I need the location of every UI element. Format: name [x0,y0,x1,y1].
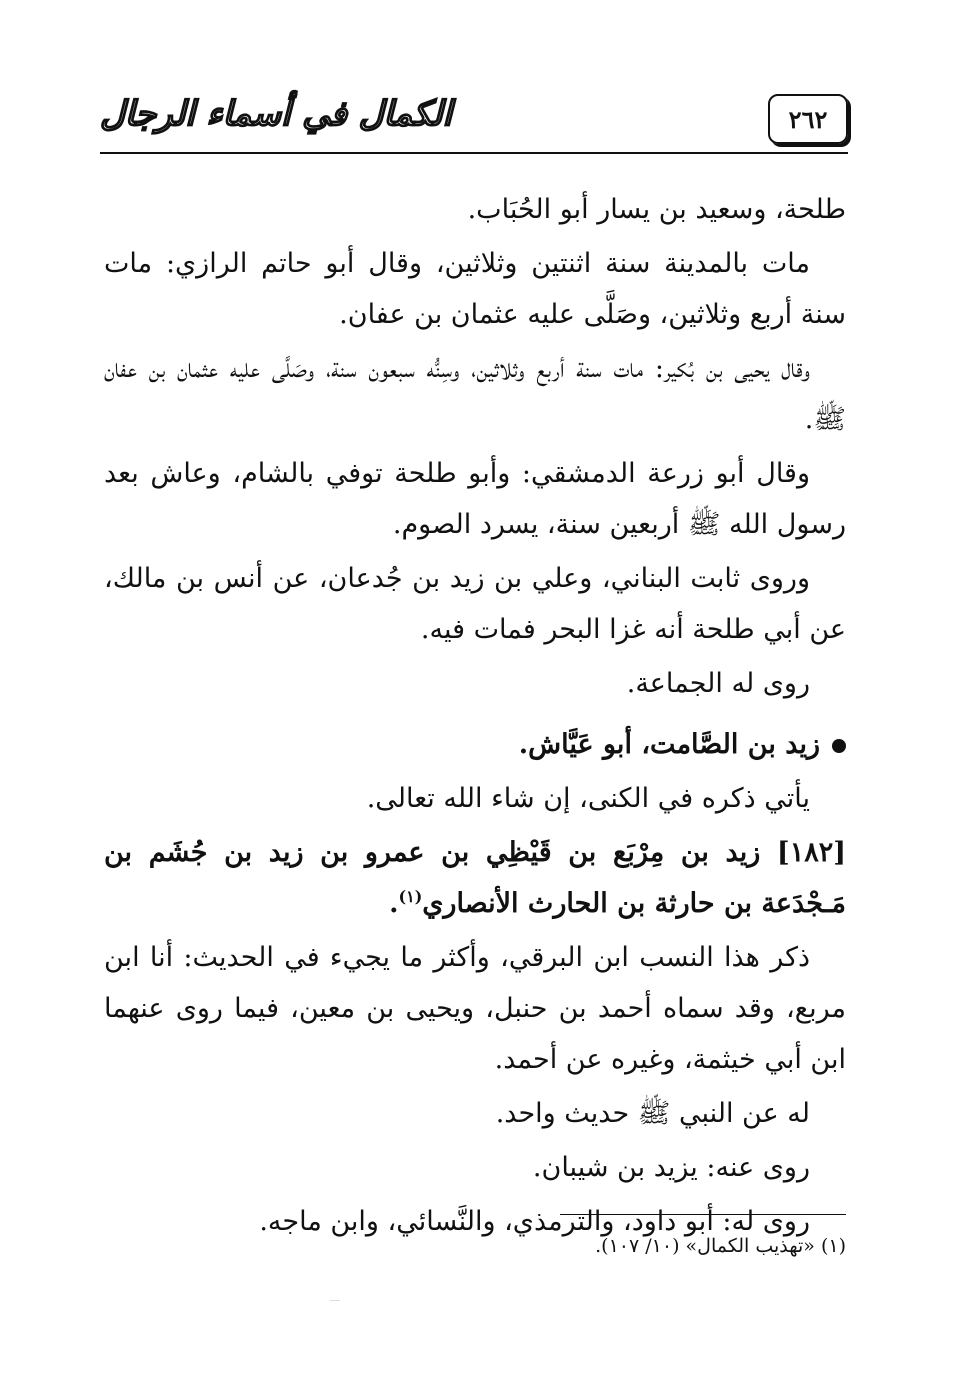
page-body [104,184,846,1250]
book-title: الكمال في أسماء الرجال [100,94,452,134]
entry-182-heading [104,827,846,929]
entry-182-heading-text: [١٨٢] زيد بن مِرْبَع بن قَيْظِي بن عمرو بن زيد بن جُشَم بن مَـجْدَعة بن حارثة بن الحارث الأنصاري [104,837,846,919]
paragraph-2: مات بالمدينة سنة اثنتين وثلاثين، وقال أبو حاتم الرازي: مات سنة أربع وثلاثين، وصَلَّى عليه عثمان بن عفان. [104,248,846,330]
footnote-divider [560,1214,846,1215]
paragraph-6: روى له الجماعة. [626,668,810,699]
paragraph-1: طلحة، وسعيد بن يسار أبو الحُبَاب. [467,194,846,225]
bullet-icon [832,739,846,753]
page-number: ٢٦٢ [788,104,828,134]
entry-182-paragraph-3: روى عنه: يزيد بن شيبان. [532,1152,810,1183]
page-number-box [768,94,848,144]
paragraph-4: وقال أبو زرعة الدمشقي: وأبو طلحة توفي بالشام، وعاش بعد رسول الله ﷺ أربعين سنة، يسرد الصوم. [104,458,846,540]
header-divider [100,152,848,154]
paragraph-5: وروى ثابت البناني، وعلي بن زيد بن جُدعان، عن أنس بن مالك، عن أبي طلحة أنه غزا البحر فمات فيه. [104,563,846,645]
bullet-entry-text: يأتي ذكره في الكنى، إن شاء الله تعالى. [366,783,810,814]
entry-182-heading-end: . [389,888,399,919]
footnote: (١) «تهذيب الكمال» (١٠/ ١٠٧). [595,1235,846,1257]
entry-182-paragraph-1: ذكر هذا النسب ابن البرقي، وأكثر ما يجيء في الحديث: أنا ابن مربع، وقد سماه أحمد بن حنبل، ويحيى بن معين، فيما روى عنهما ابن أبي خيثمة، وغيره عن أحمد. [104,942,846,1075]
bullet-entry-title [104,719,846,770]
footnote-marker: (١) [398,887,423,906]
page-header [100,88,848,154]
paragraph-3: وقال يحيى بن بُكير: مات سنة أربع وثلاثين، وسِنُّه سبعون سنة، وصَلَّى عليه عثمان بن عفان ﷺ. [104,353,846,435]
entry-182-paragraph-2: له عن النبي ﷺ حديث واحد. [495,1098,810,1129]
bullet-entry-title-text: زيد بن الصَّامت، أبو عَيَّاش. [518,729,820,760]
page-mark [330,1300,340,1301]
entry-182-paragraph-4: روى له: أبو داود، والترمذي، والنَّسائي، وابن ماجه. [259,1206,810,1237]
